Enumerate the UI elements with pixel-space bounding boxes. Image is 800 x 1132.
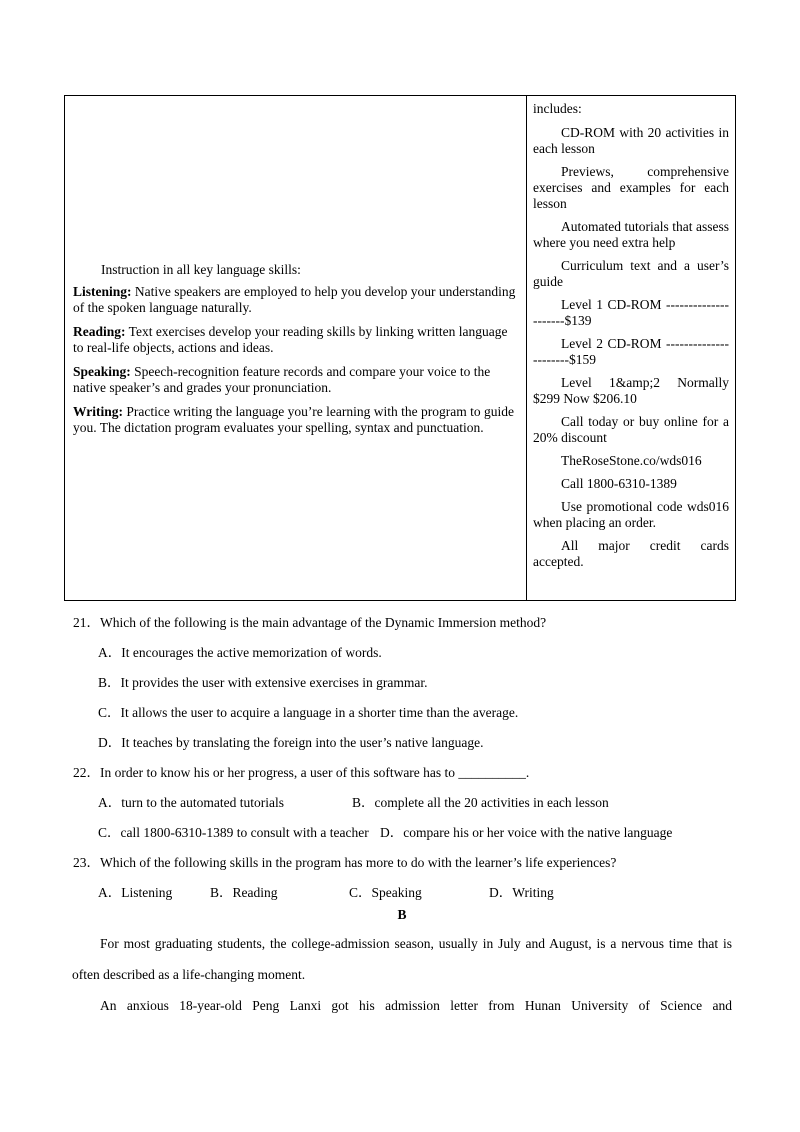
options-row bbox=[73, 786, 733, 816]
question-option: D．compare his or her voice with the native language bbox=[380, 825, 673, 840]
phone-line: Call 1800-6310-1389 bbox=[561, 476, 677, 491]
question-stem: 23．Which of the following skills in the program has more to do with the learner’s life experiences? bbox=[73, 855, 617, 870]
questions-section bbox=[73, 606, 733, 906]
product-line: Automated tutorials that assess where you need extra help bbox=[533, 219, 729, 250]
question-stem: 22．In order to know his or her progress, a user of this software has to __________. bbox=[73, 765, 530, 780]
section-title: B bbox=[397, 907, 407, 922]
skill-name-listening: Listening: bbox=[73, 284, 132, 299]
options-row bbox=[73, 816, 733, 846]
question-option: C．It allows the user to acquire a language in a shorter time than the average. bbox=[98, 705, 519, 720]
discount-line: Call today or buy online for a 20% discount bbox=[533, 414, 729, 445]
skills-column bbox=[65, 96, 527, 600]
skills-content bbox=[73, 262, 516, 444]
skills-intro: Instruction in all key language skills: bbox=[101, 262, 301, 277]
skill-name-reading: Reading: bbox=[73, 324, 126, 339]
question-option: B．It provides the user with extensive exercises in grammar. bbox=[98, 675, 428, 690]
promo-line: Use promotional code wds016 when placing an order. bbox=[533, 499, 729, 530]
skill-name-writing: Writing: bbox=[73, 404, 123, 419]
passage-paragraph: An anxious 18-year-old Peng Lanxi got his admission letter from Hunan University of Science and bbox=[100, 998, 732, 1013]
product-column bbox=[527, 96, 735, 600]
skill-speaking bbox=[73, 364, 516, 396]
skill-writing bbox=[73, 404, 516, 436]
question-option: C．call 1800-6310-1389 to consult with a teacher bbox=[98, 825, 369, 840]
product-line: Curriculum text and a user’s guide bbox=[533, 258, 729, 289]
advertisement-table bbox=[64, 95, 736, 601]
skill-reading bbox=[73, 324, 516, 356]
price-level-1: Level 1 CD-ROM ---------------------$139 bbox=[533, 297, 729, 328]
question-option: B．complete all the 20 activities in each lesson bbox=[352, 795, 609, 810]
credit-cards-line: All major credit cards accepted. bbox=[533, 538, 729, 569]
question-option: D．It teaches by translating the foreign into the user’s native language. bbox=[98, 735, 484, 750]
skill-name-speaking: Speaking: bbox=[73, 364, 131, 379]
question-option: A．It encourages the active memorization of words. bbox=[98, 645, 382, 660]
price-bundle: Level 1&amp;2 Normally $299 Now $206.10 bbox=[533, 375, 729, 406]
question-option: C．Speaking bbox=[349, 885, 422, 900]
passage-paragraph: For most graduating students, the college-admission season, usually in July and August, is a nervous time that is often described as a life-changing moment. bbox=[72, 936, 732, 982]
passage-b bbox=[72, 902, 732, 1021]
question-option: A．Listening bbox=[98, 885, 173, 900]
price-level-2: Level 2 CD-ROM ----------------------$159 bbox=[533, 336, 729, 367]
skill-text-reading: Text exercises develop your reading skills by linking written language to real-life objects, actions and ideas. bbox=[73, 324, 508, 355]
question-option: B．Reading bbox=[210, 885, 278, 900]
product-line: includes: bbox=[533, 101, 582, 116]
skill-text-listening: Native speakers are employed to help you develop your understanding of the spoken language naturally. bbox=[73, 284, 516, 315]
skill-text-speaking: Speech-recognition feature records and compare your voice to the native speaker’s and grades your pronunciation. bbox=[73, 364, 491, 395]
skill-listening bbox=[73, 284, 516, 316]
product-line: CD-ROM with 20 activities in each lesson bbox=[533, 125, 729, 156]
skill-text-writing: Practice writing the language you’re learning with the program to guide you. The dictation program evaluates your spelling, syntax and punctuation. bbox=[73, 404, 514, 435]
website-line: TheRoseStone.co/wds016 bbox=[561, 453, 702, 468]
product-line: Previews, comprehensive exercises and examples for each lesson bbox=[533, 164, 729, 211]
question-stem: 21．Which of the following is the main advantage of the Dynamic Immersion method? bbox=[73, 615, 547, 630]
question-option: A．turn to the automated tutorials bbox=[98, 795, 284, 810]
question-option: D．Writing bbox=[489, 885, 554, 900]
